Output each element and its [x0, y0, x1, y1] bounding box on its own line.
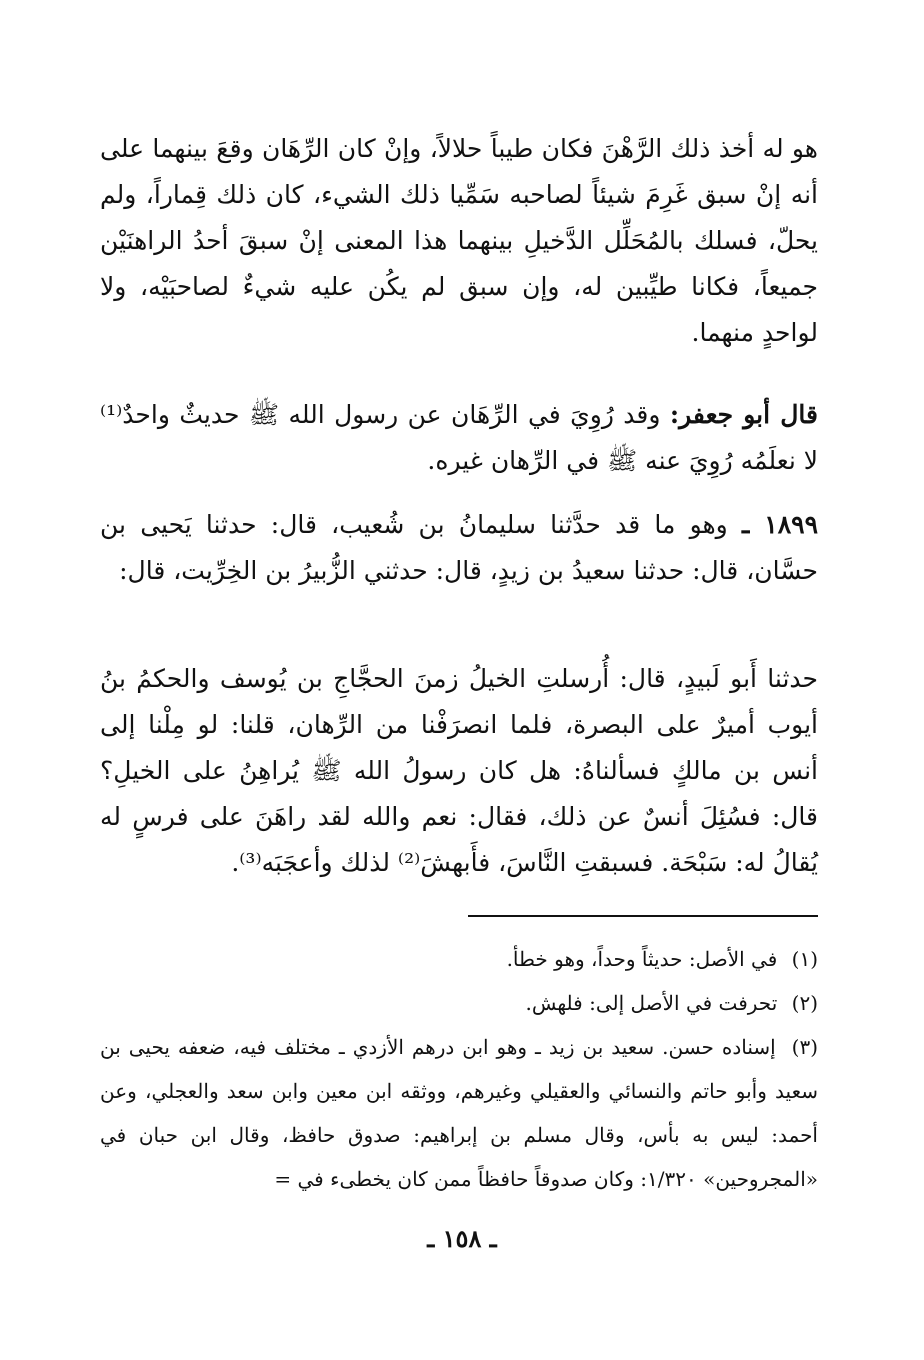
footnote-text: في الأصل: حديثاً وحداً، وهو خطأ. [506, 947, 778, 971]
footnote-text: تحرفت في الأصل إلى: فلهش. [525, 991, 778, 1015]
hadith-number: ١٨٩٩ ـ [741, 510, 818, 539]
paragraph-text: وقد رُوِيَ في الرِّهَان عن رسول الله ﷺ حديثٌ واحدٌ⁽¹⁾ لا نعلَمُه رُوِيَ عنه ﷺ في الرِّهان غيره. [100, 400, 818, 475]
paragraph-hadith-1899-matn [100, 656, 818, 886]
footnote-3 [100, 1025, 818, 1201]
page-number: ـ ١٥٨ ـ [427, 1224, 497, 1253]
footnote-number: (١) [791, 947, 818, 971]
footnote-number: (٣) [791, 1035, 818, 1059]
footnote-2 [100, 981, 818, 1025]
footnote-divider [468, 915, 818, 917]
footnote-1 [100, 937, 818, 981]
paragraph-ruling-on-wager [100, 126, 818, 356]
footnote-text: إسناده حسن. سعيد بن زيد ـ وهو ابن درهم الأزدي ـ مختلف فيه، ضعفه يحيى بن سعيد وأبو حاتم والنسائي والعقيلي وغيرهم، ووثقه ابن معين وابن سعد والعجلي، وعن أحمد: ليس به بأس، وقال مسلم بن إبراهيم: صدوق حافظ، وقال ابن حبان في «المجروحين» ١/٣٢٠: وكان صدوقاً حافظاً ممن كان يخطىء في = [100, 1035, 818, 1191]
footnote-number: (٢) [791, 991, 818, 1015]
paragraph-text: وهو ما قد حدَّثنا سليمانُ بن شُعيب، قال: حدثنا يَحيى بن حسَّان، قال: حدثنا سعيدُ بن زيدٍ، قال: حدثني الزُّبيرُ بن الخِرِّيت، قال: [100, 510, 818, 585]
paragraph-lead: قال أبو جعفر: [669, 400, 819, 429]
paragraph-hadith-1899-isnad [100, 502, 818, 594]
paragraph-abu-jafar [100, 392, 818, 484]
paragraph-text: هو له أخذ ذلك الرَّهْنَ فكان طيباً حلالاً، وإنْ كان الرِّهَان وقعَ بينهما على أنه إنْ سبق غَرِمَ شيئاً لصاحبه سَمِّيا ذلك الشيء، كان ذلك قِماراً، ولم يحلّ، فسلك بالمُحَلِّل الدَّخيلِ بينهما هذا المعنى إنْ سبقَ أحدُ الراهنَيْن جميعاً، فكانا طيِّبين له، وإن سبق لم يكُن عليه شيءٌ لصاحبَيْه، ولا لواحدٍ منهما. [100, 134, 818, 347]
paragraph-text: حدثنا أَبو لَبيدٍ، قال: أُرسلتِ الخيلُ زمنَ الحجَّاجِ بن يُوسف والحكمُ بنُ أيوب أميرٌ على البصرة، فلما انصرَفْنا من الرِّهان، قلنا: لو مِلْنا إلى أنس بن مالكٍ فسألناهُ: هل كان رسولُ الله ﷺ يُراهِنُ على الخيلِ؟ قال: فسُئِلَ أنسٌ عن ذلك، فقال: نعم والله لقد راهَنَ على فرسٍ له يُقالُ له: سَبْحَة. فسبقتِ النَّاسَ، فأَبهشَ⁽²⁾ لذلك وأعجَبَه⁽³⁾. [100, 664, 818, 877]
